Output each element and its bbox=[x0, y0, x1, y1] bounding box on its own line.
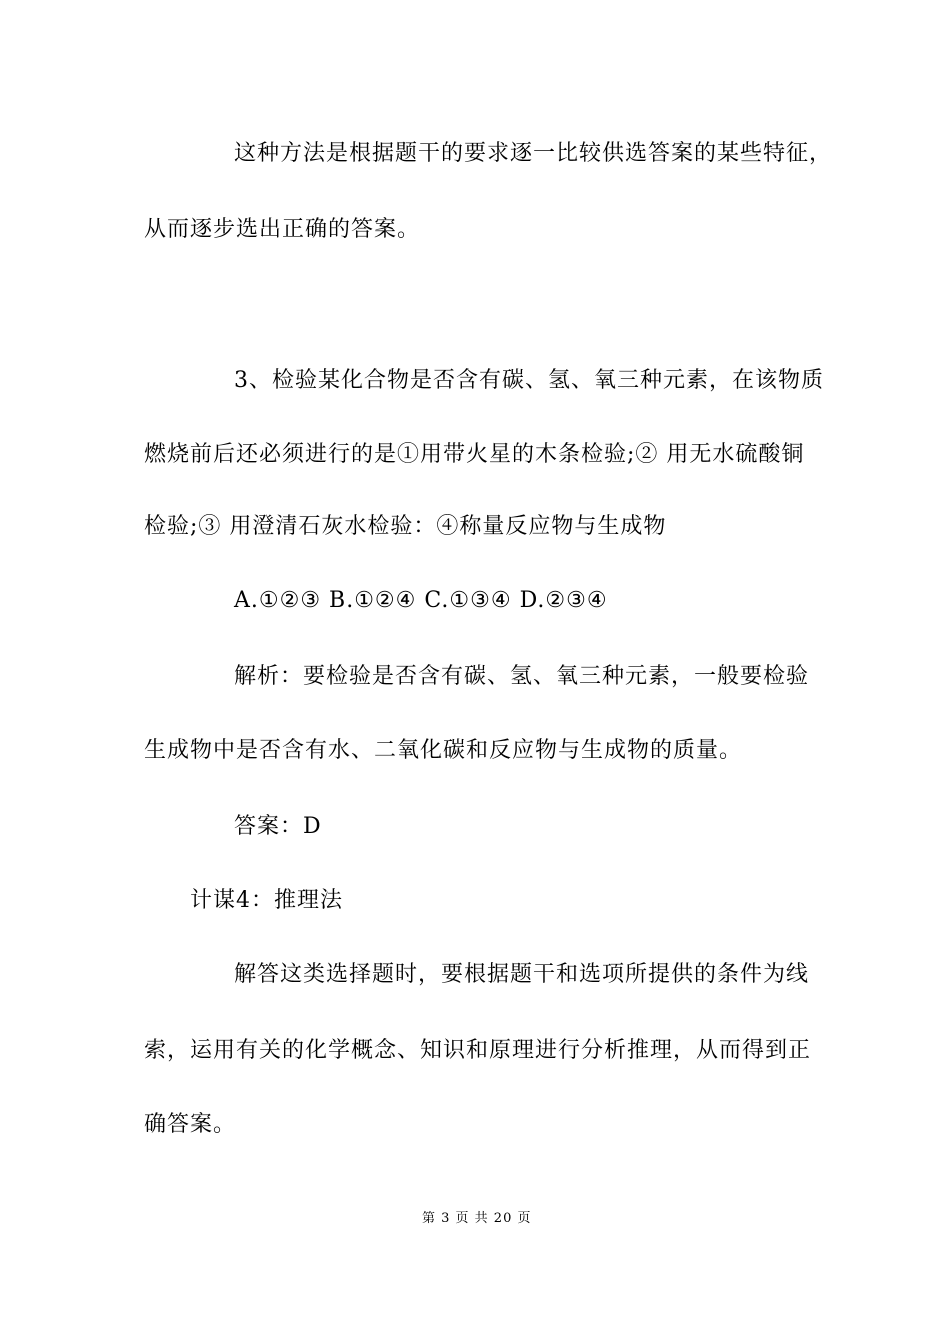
paragraph-line: 确答案。 bbox=[144, 1112, 237, 1137]
question-line: 3、检验某化合物是否含有碳、氢、氧三种元素，在该物质 bbox=[234, 368, 824, 393]
page-number-footer: 第 3 页 共 20 页 bbox=[422, 1211, 532, 1226]
analysis-line: 生成物中是否含有水、二氧化碳和反应物与生成物的质量。 bbox=[144, 738, 743, 763]
paragraph-line: 从而逐步选出正确的答案。 bbox=[144, 217, 421, 242]
question-line: 燃烧前后还必须进行的是①用带火星的木条检验;② 用无水硫酸铜 bbox=[144, 442, 805, 467]
analysis-line: 解析：要检验是否含有碳、氢、氧三种元素，一般要检验 bbox=[234, 664, 810, 689]
answer-options: A.①②③ B.①②④ C.①③④ D.②③④ bbox=[234, 588, 608, 613]
question-line: 检验;③ 用澄清石灰水检验：④称量反应物与生成物 bbox=[144, 514, 667, 539]
paragraph-line: 这种方法是根据题干的要求逐一比较供选答案的某些特征， bbox=[234, 141, 833, 166]
answer-line: 答案：D bbox=[234, 814, 322, 839]
paragraph-line: 索，运用有关的化学概念、知识和原理进行分析推理，从而得到正 bbox=[144, 1038, 812, 1063]
paragraph-line: 解答这类选择题时，要根据题干和选项所提供的条件为线 bbox=[234, 962, 810, 987]
section-heading: 计谋4：推理法 bbox=[190, 888, 343, 913]
